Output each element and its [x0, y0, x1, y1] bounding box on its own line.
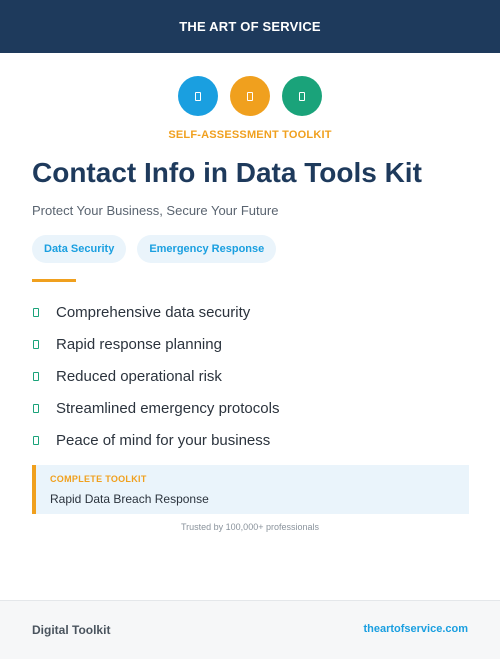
feature-text: Streamlined emergency protocols	[56, 399, 280, 417]
document-icon	[195, 92, 201, 101]
check-icon	[33, 308, 39, 317]
check-icon	[33, 404, 39, 413]
callout-text: Rapid Data Breach Response	[50, 492, 209, 506]
trust-line: Trusted by 100,000+ professionals	[180, 522, 319, 532]
orange-badge-icon	[230, 76, 270, 116]
feature-text: Reduced operational risk	[56, 367, 222, 385]
list-item	[32, 296, 279, 328]
tag-row	[32, 235, 276, 263]
header-bar	[0, 0, 500, 53]
toolkit-callout	[32, 465, 469, 514]
feature-text: Rapid response planning	[56, 335, 222, 353]
page-title: Contact Info in Data Tools Kit	[32, 157, 422, 188]
list-item	[32, 328, 279, 360]
green-badge-icon	[282, 76, 322, 116]
blue-badge-icon	[178, 76, 218, 116]
list-item	[32, 424, 279, 456]
document-icon	[299, 92, 305, 101]
brand-title: THE ART OF SERVICE	[179, 19, 321, 34]
check-icon	[33, 436, 39, 445]
feature-list	[32, 296, 279, 456]
accent-divider	[32, 279, 76, 282]
tag-emergency-response: Emergency Response	[137, 235, 276, 263]
feature-text: Peace of mind for your business	[56, 431, 271, 449]
list-item	[32, 392, 279, 424]
kicker-label: SELF-ASSESSMENT TOOLKIT	[168, 129, 332, 141]
footer-website-link[interactable]: theartofservice.com	[363, 623, 468, 635]
check-icon	[33, 372, 39, 381]
callout-label: COMPLETE TOOLKIT	[50, 474, 147, 484]
document-icon	[247, 92, 253, 101]
footer-bar	[0, 600, 500, 659]
check-icon	[33, 340, 39, 349]
list-item	[32, 360, 279, 392]
icon-row	[0, 76, 500, 116]
tag-data-security: Data Security	[32, 235, 126, 263]
footer-label: Digital Toolkit	[32, 623, 111, 637]
page-subtitle: Protect Your Business, Secure Your Future	[32, 203, 279, 218]
feature-text: Comprehensive data security	[56, 303, 251, 321]
